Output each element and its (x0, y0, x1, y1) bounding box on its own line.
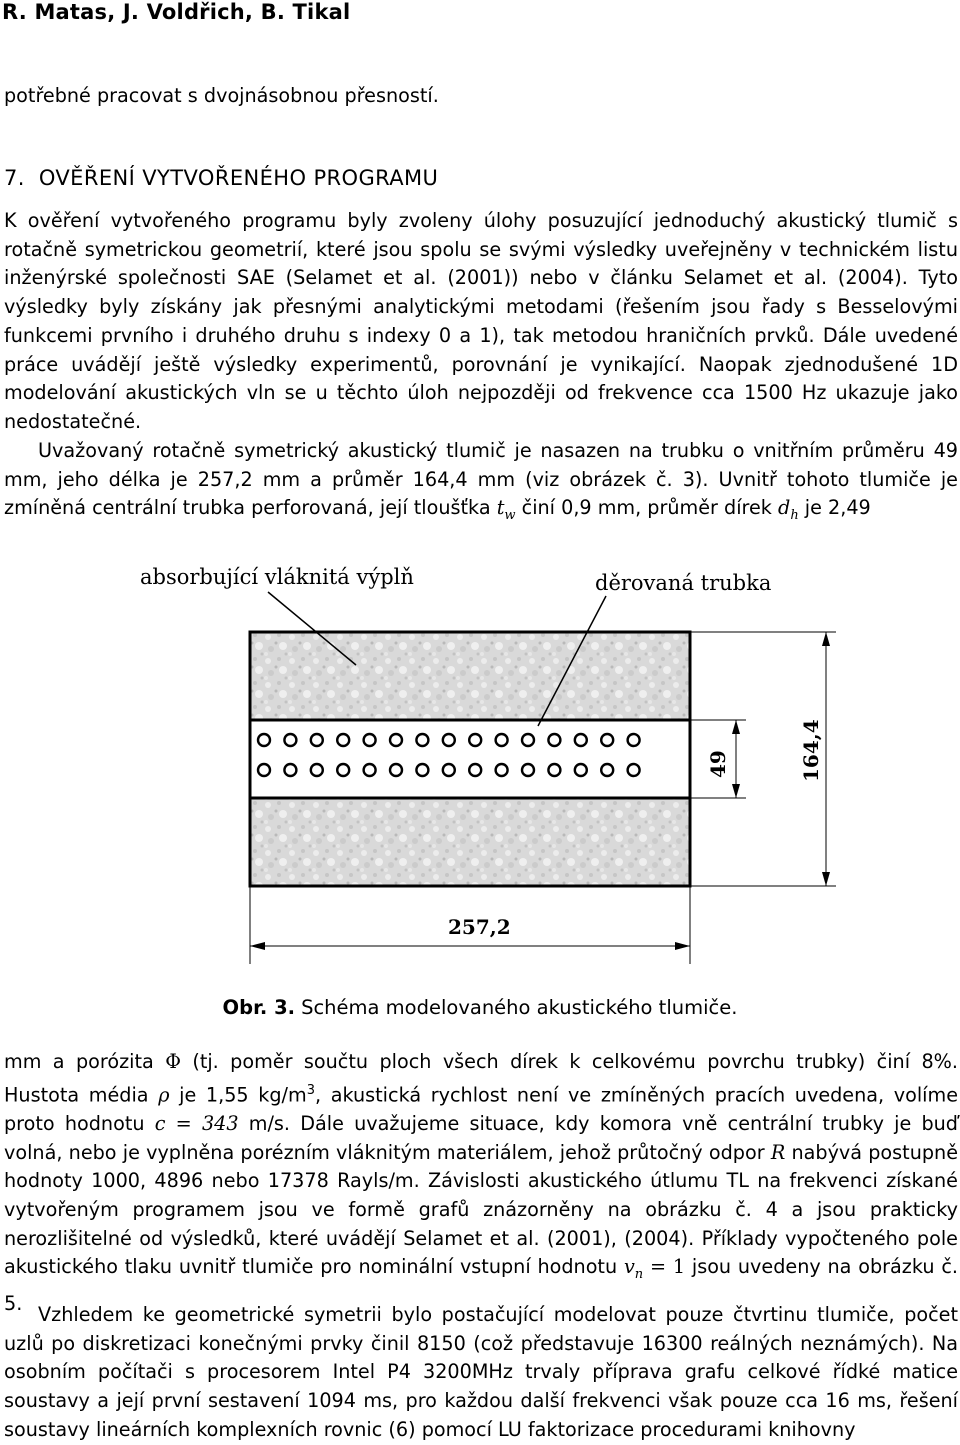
paragraph-material-properties: mm a porózita Φ (tj. poměr součtu ploch všech dírek k celkovému povrchu trubky) činí 8%. Hustota média ρ je 1,55 $kg/m^3$, akustická rychlost není ve zmíněných pracích uvedena, volíme proto hodnotu c = 343 m/s. Dále uvažujeme situace, kdy komora vně centrální trubky je buď volná, nebo je vyplněna porézním vláknitým materiálem, jehož průtočný odpor R nabývá postupně hodnoty 1000, 4896 nebo 17378 Rayls/m. Závislosti akustického útlumu TL na frekvenci získané vytvořeným programem jsou ve formě grafů znázorněny na obrázku č. 4 a jsou prakticky nerozlišitelné od výsledků, které uvádějí Selamet et al. (2001), (2004). Příklady vypočteného pole akustického tlaku uvnitř tlumiče pro nominální vstupní hodnotu $v_n = 1$ jsou uvedeny na obrázku č. 5. (4, 1050, 959, 1315)
perforation-hole (337, 734, 349, 746)
perforation-hole (628, 764, 640, 776)
perforation-hole (337, 764, 349, 776)
fill-material-lower (250, 798, 690, 886)
perforation-hole (575, 734, 587, 746)
figure-muffler-schematic (120, 560, 840, 980)
subscript-w: w (504, 508, 516, 524)
dim-label-inner-diameter: 49 (706, 750, 730, 778)
subscript-n: n (634, 1267, 644, 1283)
perforation-hole (443, 764, 455, 776)
dim-arrow-inner-top (732, 720, 740, 734)
paragraph-verification: K ověření vytvořeného programu byly zvoleny úlohy posuzující jednoduchý akustický tlumič s rotačně symetrickou geometrií, které jsou spolu se svými výsledky uveřejněny v technickém listu inženýrské společnosti SAE (Selamet et al. (2001)) nebo v článku Selamet et al. (2004). Tyto výsledky byly získány jak přesnými analytickými metodami (řešením jsou řady s Besselovými funkcemi prvního i druhého druhu s indexy 0 a 1), tak metodou hraničních prvků. Dále uvedené práce uvádějí ještě výsledky experimentů, porovnání je vynikající. Naopak zjednodušené 1D modelování akustických vln se u těchto úloh nejpozději od frekvence cca 1500 Hz ukazuje jako nedostatečné. (4, 209, 958, 433)
perforation-hole (311, 764, 323, 776)
symbol-t: t (496, 496, 505, 520)
paragraph-computation: Vzhledem ke geometrické symetrii bylo postačující modelovat pouze čtvrtinu tlumiče, počet uzlů po diskretizaci konečnými prvky činil 8150 (což představuje 16300 reálných neznámých). Na osobním počítači s procesorem Intel P4 3200MHz trvaly příprava grafu celkové řídké matice soustavy a její první sestavení 1094 ms, pro každou další frekvenci však pouze cca 16 ms, řešení soustavy lineárních komplexních rovnic (6) pomocí LU faktorizace procedurami knihovny (4, 1303, 958, 1441)
perforation-hole (575, 764, 587, 776)
label-perforated-tube: děrovaná trubka (595, 571, 772, 595)
running-header: R. Matas, J. Voldřich, B. Tikal (2, 0, 351, 24)
caption-text: Schéma modelovaného akustického tlumiče. (301, 996, 738, 1019)
section-title: OVĚŘENÍ VYTVOŘENÉHO PROGRAMU (38, 166, 439, 190)
perforation-hole (416, 764, 428, 776)
dim-label-outer-diameter: 164,4 (799, 719, 823, 782)
symbol-R: R (770, 1140, 786, 1164)
perforation-hole (601, 734, 613, 746)
dim-arrow-inner-bottom (732, 784, 740, 798)
perforation-hole (469, 734, 481, 746)
dim-label-length: 257,2 (448, 915, 511, 939)
dim-arrow-outer-bottom (822, 872, 830, 886)
paragraph-intro: potřebné pracovat s dvojnásobnou přesností. (4, 84, 439, 107)
perforation-hole (284, 734, 296, 746)
perforation-hole (390, 764, 402, 776)
figure-caption (0, 996, 960, 1019)
perforation-hole (390, 734, 402, 746)
perforation-hole (496, 734, 508, 746)
fill-material-upper (250, 632, 690, 720)
perforation-hole (258, 764, 270, 776)
perforation-hole (548, 764, 560, 776)
superscript-3: 3 (306, 1082, 315, 1098)
dim-arrow-outer-top (822, 632, 830, 646)
section-heading (4, 166, 438, 190)
perforation-hole (443, 734, 455, 746)
perforation-hole (548, 734, 560, 746)
equation-speed-of-sound: c = 343 (154, 1111, 239, 1135)
symbol-phi: Φ (165, 1050, 181, 1073)
perforation-hole (416, 734, 428, 746)
perforation-holes (258, 734, 640, 776)
perforation-hole (522, 734, 534, 746)
symbol-d: d (778, 496, 791, 520)
perforation-hole (522, 764, 534, 776)
perforation-hole (311, 734, 323, 746)
perforation-hole (284, 764, 296, 776)
dim-arrow-length-right (675, 942, 690, 950)
muffler-schematic-svg (120, 560, 840, 980)
subscript-h: h (790, 508, 799, 524)
perforation-hole (364, 764, 376, 776)
symbol-v: v (623, 1255, 635, 1279)
perforation-hole (496, 764, 508, 776)
perforation-hole (364, 734, 376, 746)
section-number: 7. (4, 166, 25, 190)
dim-arrow-length-left (250, 942, 265, 950)
perforation-hole (628, 734, 640, 746)
perforation-hole (601, 764, 613, 776)
paragraph-muffler-geometry: Uvažovaný rotačně symetrický akustický tlumič je nasazen na trubku o vnitřním průměru 49 mm, jeho délka je 257,2 mm a průměr 164,4 mm (viz obrázek č. 3). Uvnitř tohoto tlumiče je zmíněná centrální trubka perforovaná, její tloušťka $t_w$ činí 0,9 mm, průměr dírek $d_h$ je 2,49 (4, 439, 958, 524)
equation-nominal-value: = 1 (643, 1255, 686, 1279)
symbol-rho: ρ (158, 1083, 170, 1107)
label-absorbing-fill: absorbující vláknitá výplň (140, 565, 414, 589)
perforation-hole (258, 734, 270, 746)
perforation-hole (469, 764, 481, 776)
caption-label: Obr. 3. (222, 996, 296, 1019)
